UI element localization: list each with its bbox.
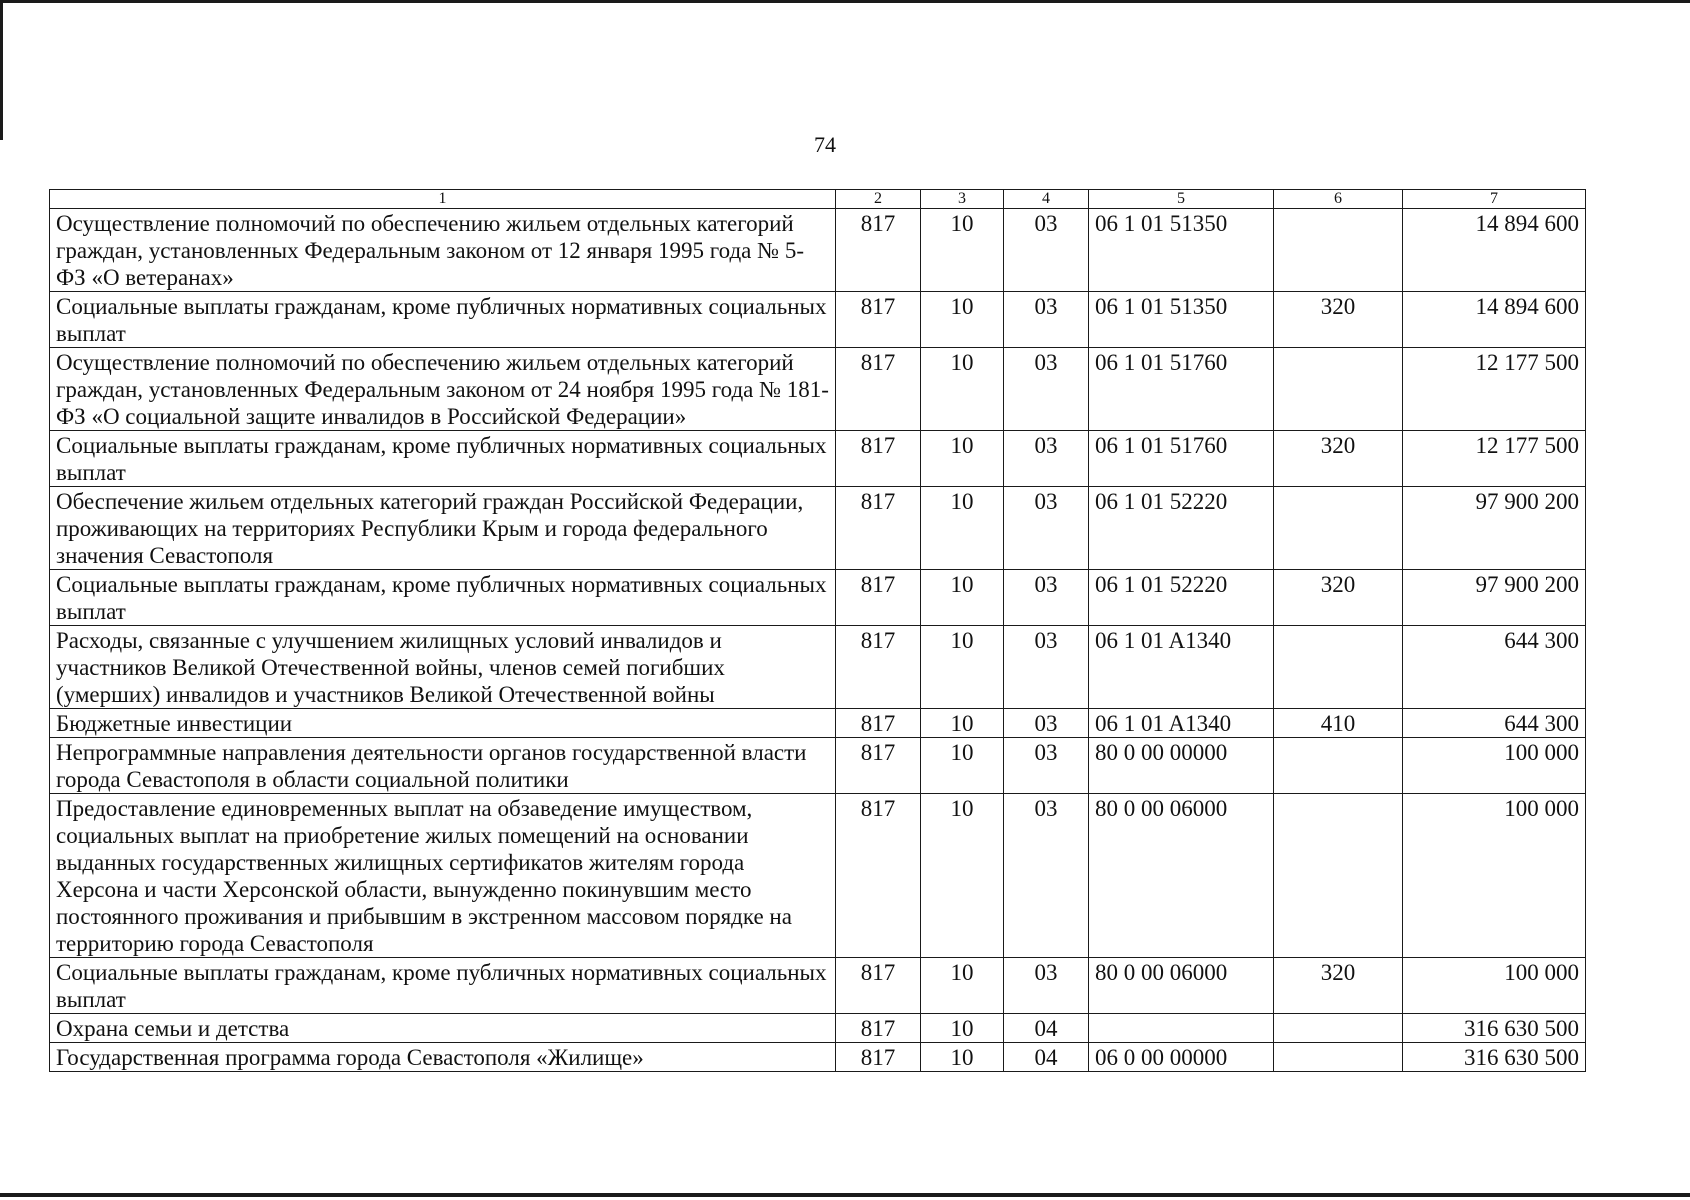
row-section-cell: 10 (921, 487, 1004, 570)
header-row (50, 190, 1586, 209)
row-amount-cell: 644 300 (1403, 626, 1586, 709)
row-name-cell: Социальные выплаты гражданам, кроме публичных нормативных социальных выплат (50, 958, 836, 1014)
column-header-admin: 2 (836, 190, 921, 209)
row-target-cell: 06 0 00 00000 (1089, 1043, 1274, 1072)
row-admin-cell: 817 (836, 487, 921, 570)
row-section-cell: 10 (921, 570, 1004, 626)
row-admin-cell: 817 (836, 626, 921, 709)
row-name-cell: Обеспечение жильем отдельных категорий граждан Российской Федерации, проживающих на территориях Республики Крым и города федерального значения Севастополя (50, 487, 836, 570)
row-admin-cell: 817 (836, 709, 921, 738)
row-name-cell: Расходы, связанные с улучшением жилищных условий инвалидов и участников Великой Отечественной войны, членов семей погибших (умерших) инвалидов и участников Великой Отечественной войны (50, 626, 836, 709)
row-section-cell: 10 (921, 292, 1004, 348)
column-header-target: 5 (1089, 190, 1274, 209)
table-row (50, 738, 1586, 794)
row-subsection-cell: 03 (1004, 570, 1089, 626)
row-name-cell: Социальные выплаты гражданам, кроме публичных нормативных социальных выплат (50, 570, 836, 626)
row-target-cell: 80 0 00 00000 (1089, 738, 1274, 794)
row-subsection-cell: 03 (1004, 209, 1089, 292)
row-section-cell: 10 (921, 794, 1004, 958)
table-row (50, 348, 1586, 431)
row-amount-cell: 316 630 500 (1403, 1043, 1586, 1072)
page-number: 74 (814, 132, 836, 157)
table-row (50, 487, 1586, 570)
row-target-cell: 80 0 00 06000 (1089, 958, 1274, 1014)
row-admin-cell: 817 (836, 958, 921, 1014)
row-expense-type-cell: 320 (1274, 292, 1403, 348)
row-target-cell: 06 1 01 A1340 (1089, 709, 1274, 738)
row-subsection-cell: 03 (1004, 738, 1089, 794)
table-row (50, 1014, 1586, 1043)
column-header-expense-type: 6 (1274, 190, 1403, 209)
row-target-cell: 06 1 01 51350 (1089, 209, 1274, 292)
row-admin-cell: 817 (836, 794, 921, 958)
row-expense-type-cell (1274, 1014, 1403, 1043)
scan-bottom-edge (0, 1193, 1690, 1197)
table-row (50, 794, 1586, 958)
scan-top-edge (0, 0, 1690, 3)
row-expense-type-cell (1274, 794, 1403, 958)
row-target-cell (1089, 1014, 1274, 1043)
row-name-cell: Осуществление полномочий по обеспечению жильем отдельных категорий граждан, установленных Федеральным законом от 24 ноября 1995 года № 181-ФЗ «О социальной защите инвалидов в Российской Федерации» (50, 348, 836, 431)
scan-left-edge (0, 0, 3, 140)
row-expense-type-cell (1274, 209, 1403, 292)
column-header-amount: 7 (1403, 190, 1586, 209)
row-name-cell: Социальные выплаты гражданам, кроме публичных нормативных социальных выплат (50, 431, 836, 487)
row-section-cell: 10 (921, 1043, 1004, 1072)
row-name-cell: Предоставление единовременных выплат на обзаведение имуществом, социальных выплат на приобретение жилых помещений на основании выданных государственных жилищных сертификатов жителям города Херсона и части Херсонской области, вынужденно покинувшим место постоянного проживания и прибывшим в экстренном массовом порядке на территорию города Севастополя (50, 794, 836, 958)
row-name-cell: Социальные выплаты гражданам, кроме публичных нормативных социальных выплат (50, 292, 836, 348)
row-amount-cell: 644 300 (1403, 709, 1586, 738)
row-expense-type-cell (1274, 348, 1403, 431)
row-admin-cell: 817 (836, 1043, 921, 1072)
row-name-cell: Государственная программа города Севастополя «Жилище» (50, 1043, 836, 1072)
row-section-cell: 10 (921, 209, 1004, 292)
row-amount-cell: 316 630 500 (1403, 1014, 1586, 1043)
row-expense-type-cell (1274, 1043, 1403, 1072)
row-expense-type-cell (1274, 487, 1403, 570)
table-row (50, 709, 1586, 738)
row-amount-cell: 100 000 (1403, 794, 1586, 958)
row-amount-cell: 97 900 200 (1403, 487, 1586, 570)
row-admin-cell: 817 (836, 1014, 921, 1043)
row-amount-cell: 100 000 (1403, 958, 1586, 1014)
row-admin-cell: 817 (836, 209, 921, 292)
row-subsection-cell: 03 (1004, 794, 1089, 958)
row-target-cell: 80 0 00 06000 (1089, 794, 1274, 958)
table-row (50, 209, 1586, 292)
row-amount-cell: 12 177 500 (1403, 348, 1586, 431)
row-target-cell: 06 1 01 52220 (1089, 487, 1274, 570)
row-admin-cell: 817 (836, 431, 921, 487)
column-header-subsection: 4 (1004, 190, 1089, 209)
row-expense-type-cell (1274, 738, 1403, 794)
budget-table (49, 189, 1586, 1072)
row-subsection-cell: 03 (1004, 709, 1089, 738)
row-amount-cell: 100 000 (1403, 738, 1586, 794)
row-target-cell: 06 1 01 51760 (1089, 348, 1274, 431)
row-target-cell: 06 1 01 51760 (1089, 431, 1274, 487)
row-section-cell: 10 (921, 958, 1004, 1014)
row-expense-type-cell: 410 (1274, 709, 1403, 738)
row-subsection-cell: 03 (1004, 292, 1089, 348)
row-name-cell: Осуществление полномочий по обеспечению жильем отдельных категорий граждан, установленных Федеральным законом от 12 января 1995 года № 5-ФЗ «О ветеранах» (50, 209, 836, 292)
column-header-name: 1 (50, 190, 836, 209)
row-section-cell: 10 (921, 738, 1004, 794)
row-subsection-cell: 03 (1004, 626, 1089, 709)
row-section-cell: 10 (921, 431, 1004, 487)
row-admin-cell: 817 (836, 348, 921, 431)
table-row (50, 1043, 1586, 1072)
table-row (50, 292, 1586, 348)
row-name-cell: Бюджетные инвестиции (50, 709, 836, 738)
row-subsection-cell: 03 (1004, 348, 1089, 431)
row-admin-cell: 817 (836, 570, 921, 626)
row-section-cell: 10 (921, 348, 1004, 431)
row-admin-cell: 817 (836, 738, 921, 794)
row-subsection-cell: 03 (1004, 431, 1089, 487)
row-expense-type-cell (1274, 626, 1403, 709)
row-subsection-cell: 04 (1004, 1014, 1089, 1043)
row-amount-cell: 97 900 200 (1403, 570, 1586, 626)
row-section-cell: 10 (921, 626, 1004, 709)
table-row (50, 431, 1586, 487)
table-row (50, 626, 1586, 709)
column-header-section: 3 (921, 190, 1004, 209)
row-section-cell: 10 (921, 709, 1004, 738)
row-admin-cell: 817 (836, 292, 921, 348)
row-expense-type-cell: 320 (1274, 570, 1403, 626)
row-expense-type-cell: 320 (1274, 958, 1403, 1014)
row-subsection-cell: 04 (1004, 1043, 1089, 1072)
row-subsection-cell: 03 (1004, 958, 1089, 1014)
row-expense-type-cell: 320 (1274, 431, 1403, 487)
table-row (50, 958, 1586, 1014)
row-name-cell: Охрана семьи и детства (50, 1014, 836, 1043)
row-target-cell: 06 1 01 52220 (1089, 570, 1274, 626)
row-amount-cell: 12 177 500 (1403, 431, 1586, 487)
table-row (50, 570, 1586, 626)
row-target-cell: 06 1 01 A1340 (1089, 626, 1274, 709)
row-amount-cell: 14 894 600 (1403, 209, 1586, 292)
row-target-cell: 06 1 01 51350 (1089, 292, 1274, 348)
row-section-cell: 10 (921, 1014, 1004, 1043)
row-subsection-cell: 03 (1004, 487, 1089, 570)
row-amount-cell: 14 894 600 (1403, 292, 1586, 348)
row-name-cell: Непрограммные направления деятельности органов государственной власти города Севастополя в области социальной политики (50, 738, 836, 794)
